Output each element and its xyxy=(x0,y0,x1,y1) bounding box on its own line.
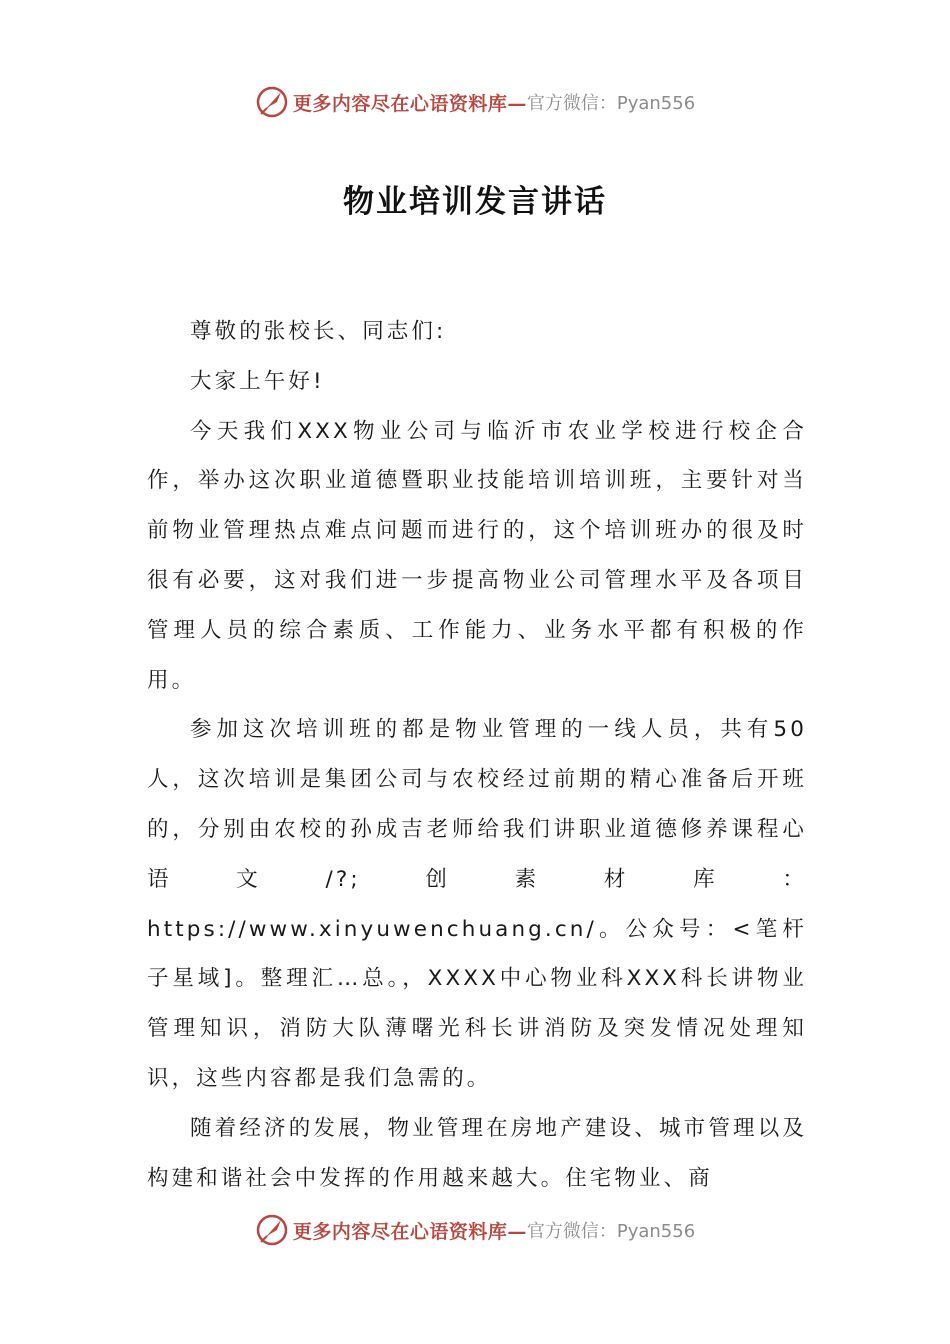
footer-watermark xyxy=(0,1210,950,1250)
paragraph: 今天我们XXX物业公司与临沂市农业学校进行校企合作，举办这次职业道德暨职业技能培训培训班，主要针对当前物业管理热点难点问题而进行的，这个培训班办的很及时很有必要，这对我们进一步提高物业公司管理水平及各项目管理人员的综合素质、工作能力、业务水平都有积极的作用。 xyxy=(147,418,807,693)
paragraph: 随着经济的发展，物业管理在房地产建设、城市管理以及构建和谐社会中发挥的作用越来越大。住宅物业、商 xyxy=(147,1115,807,1191)
header-watermark xyxy=(0,82,950,122)
document-title: 物业培训发言讲话 xyxy=(343,184,607,220)
watermark-gray-text: 官方微信：Pyan556 xyxy=(526,1221,696,1242)
paragraph-greeting: 大家上午好! xyxy=(190,368,325,394)
quill-logo-icon xyxy=(255,1213,289,1247)
watermark-red-text: 更多内容尽在心语资料库— xyxy=(292,1220,527,1243)
watermark-gray-text: 官方微信：Pyan556 xyxy=(526,93,696,114)
paragraph: 参加这次培训班的都是物业管理的一线人员，共有50人，这次培训是集团公司与农校经过前期的精心准备后开班的，分别由农校的孙成吉老师给我们讲职业道德修养课程心语文/?;创素材库：https://www.xinyuwenchuang.cn/。公众号：<笔杆子星域]。整理汇…总。，XXXX中心物业科XXX科长讲物业管理知识，消防大队薄曙光科长讲消防及突发情况处理知识，这些内容都是我们急需的。 xyxy=(147,717,807,1091)
paragraph-salutation: 尊敬的张校长、同志们: xyxy=(190,319,447,344)
quill-logo-icon xyxy=(255,85,289,119)
document-body xyxy=(147,307,807,1203)
watermark-red-text: 更多内容尽在心语资料库— xyxy=(292,92,527,115)
